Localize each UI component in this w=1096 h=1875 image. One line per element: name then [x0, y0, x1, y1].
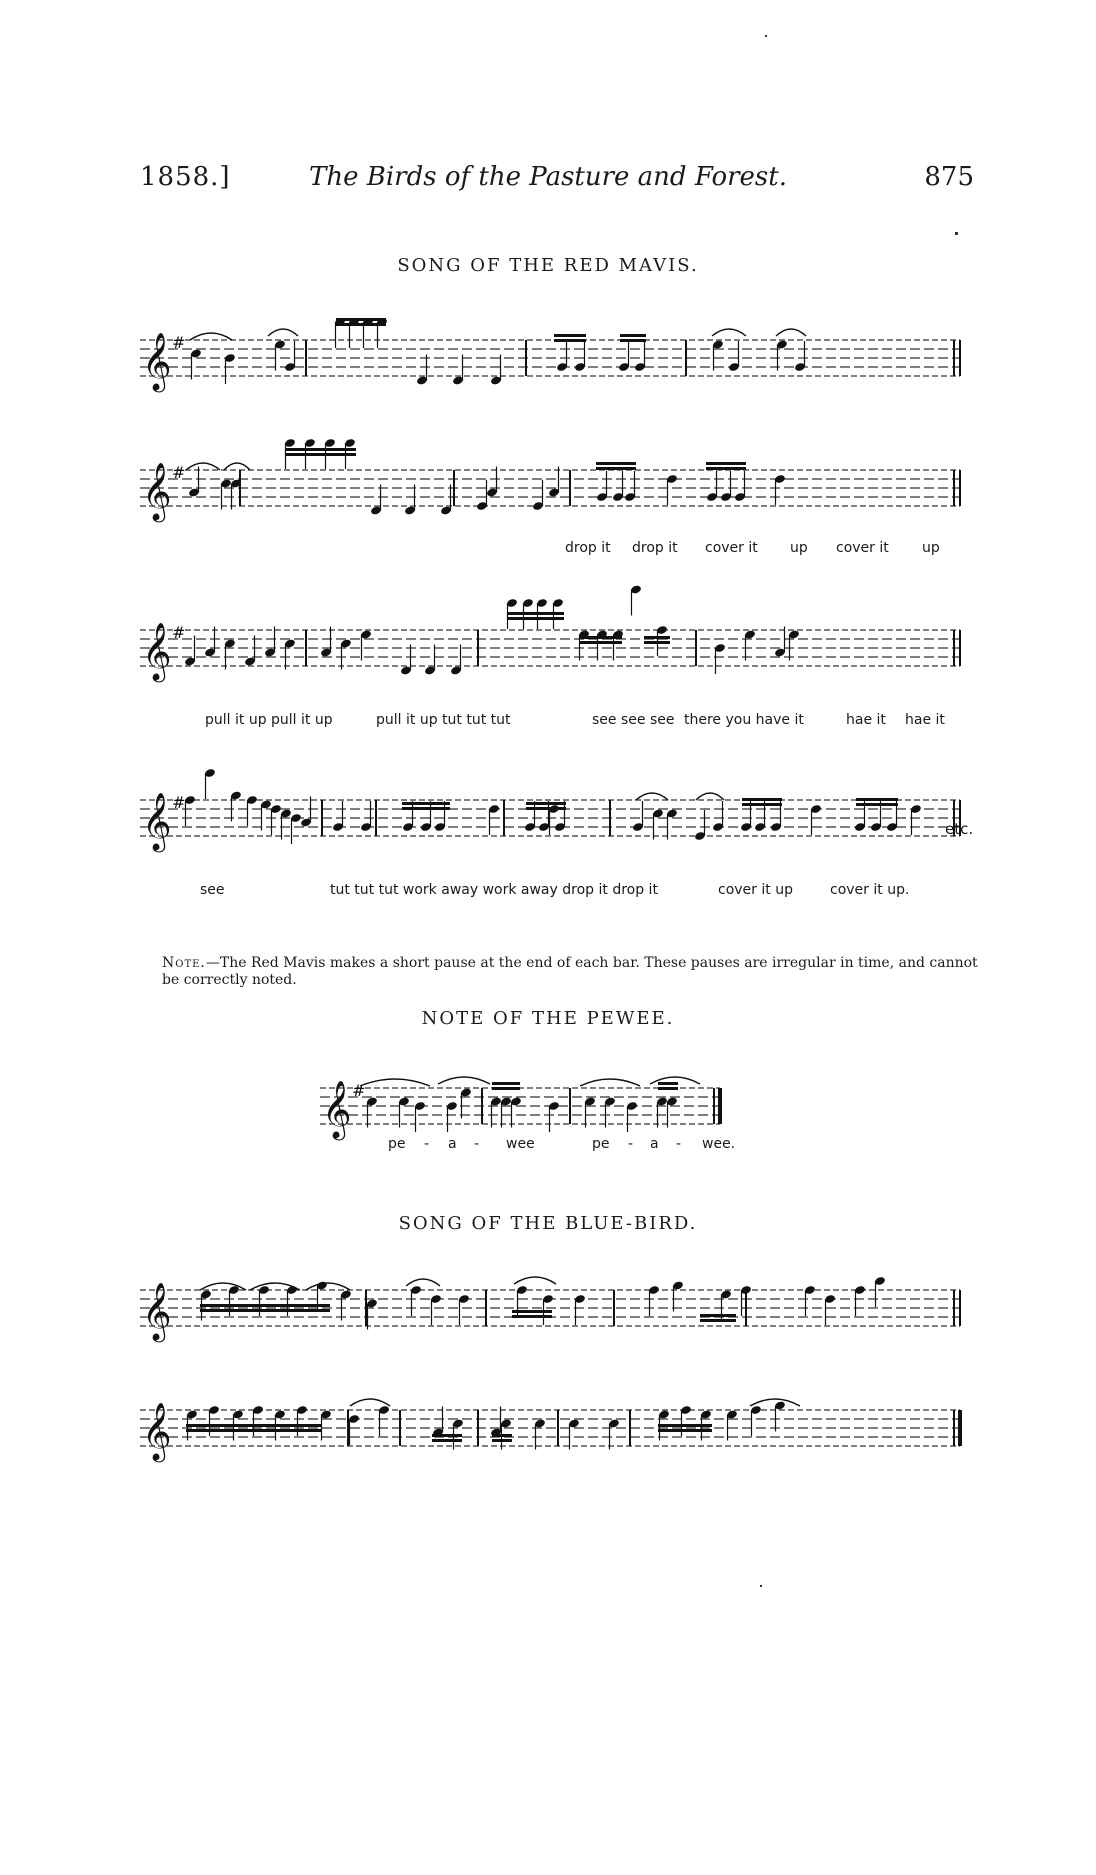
- lyric: tut tut tut work away work away drop it drop it: [330, 882, 658, 898]
- note-beam: [512, 1315, 552, 1318]
- sharp-icon: #: [172, 463, 186, 482]
- treble-clef-icon: 𝄞: [142, 792, 172, 850]
- note-beam: [432, 1434, 462, 1437]
- note-beam: [554, 334, 586, 337]
- treble-clef-icon: 𝄞: [142, 462, 172, 520]
- lyric: -: [676, 1136, 682, 1152]
- blue-bird-staff-2: [140, 1370, 980, 1470]
- note-beam: [432, 1439, 462, 1442]
- slur: [636, 793, 668, 800]
- lyric: cover it: [705, 540, 758, 556]
- pewee-staff: [320, 1048, 750, 1148]
- header-year: 1858.]: [140, 162, 231, 192]
- note-beam: [286, 448, 356, 451]
- blue-bird-staff-1: [140, 1250, 980, 1350]
- lyric: cover it up.: [830, 882, 910, 898]
- note-beam: [508, 617, 564, 620]
- sharp-icon: #: [172, 623, 186, 642]
- note-beam: [620, 334, 646, 337]
- note-beam: [402, 807, 450, 810]
- lyric: up: [790, 540, 808, 556]
- lyric: see see see: [592, 712, 675, 728]
- treble-clef-icon: 𝄞: [142, 1402, 172, 1460]
- lyric: pe: [388, 1136, 406, 1152]
- red-mavis-staff-1: [140, 300, 980, 420]
- etc-label: etc.: [945, 820, 974, 838]
- scan-speck: [760, 1585, 762, 1587]
- note-beam: [200, 1304, 330, 1307]
- note-beam: [700, 1314, 736, 1317]
- note-beam: [580, 641, 622, 644]
- lyric: see: [200, 882, 225, 898]
- sharp-icon: #: [172, 793, 186, 812]
- note-beam: [526, 802, 566, 805]
- slur: [224, 463, 250, 470]
- lyric: cover it up: [718, 882, 793, 898]
- footnote-text: —The Red Mavis makes a short pause at the end of each bar. These pauses are irregular in time, and cannot be correctly noted.: [162, 955, 978, 988]
- lyric: -: [628, 1136, 634, 1152]
- scan-speck: [765, 35, 767, 37]
- note-beam: [658, 1087, 678, 1090]
- slur: [580, 1079, 640, 1086]
- slur: [190, 333, 232, 340]
- note-beam: [700, 1319, 736, 1322]
- lyric: pull it up pull it up: [205, 712, 333, 728]
- note-beam: [856, 803, 898, 806]
- note-beam: [526, 807, 566, 810]
- pewee-title: NOTE OF THE PEWEE.: [421, 1008, 675, 1029]
- lyric: up: [922, 540, 940, 556]
- slur: [350, 1399, 390, 1406]
- slur: [750, 1399, 800, 1406]
- treble-clef-icon: 𝄞: [322, 1080, 352, 1138]
- page-number: 875: [924, 162, 974, 192]
- red-mavis-staff-4: [140, 745, 980, 875]
- note-beam: [856, 798, 898, 801]
- slur: [186, 463, 220, 470]
- note-beam: [620, 339, 646, 342]
- sharp-icon: #: [352, 1081, 366, 1100]
- slur: [776, 329, 806, 336]
- note-beam: [742, 803, 782, 806]
- slur: [712, 329, 746, 336]
- treble-clef-icon: 𝄞: [142, 332, 172, 390]
- note-beam: [492, 1082, 520, 1085]
- note-beam: [742, 798, 782, 801]
- note-beam: [492, 1434, 512, 1437]
- note-beam: [508, 612, 564, 615]
- lyric: drop it: [565, 540, 611, 556]
- lyric: a: [650, 1136, 659, 1152]
- lyric: wee.: [702, 1136, 736, 1152]
- note-beam: [402, 802, 450, 805]
- lyric: hae it: [846, 712, 886, 728]
- lyric: hae it: [905, 712, 945, 728]
- scan-speck: [955, 232, 958, 235]
- note-beam: [336, 318, 386, 321]
- slur: [200, 1283, 246, 1290]
- lyric: cover it: [836, 540, 889, 556]
- note-beam: [658, 1424, 712, 1427]
- running-title: The Birds of the Pasture and Forest.: [309, 162, 787, 192]
- red-mavis-staff-3: [140, 580, 980, 710]
- note-beam: [186, 1429, 322, 1432]
- note-beam: [644, 636, 670, 639]
- note-beam: [706, 467, 746, 470]
- note-beam: [596, 462, 636, 465]
- slur: [696, 793, 724, 800]
- slur: [406, 1279, 440, 1286]
- note-beam: [658, 1082, 678, 1085]
- note-beam: [554, 339, 586, 342]
- slur: [268, 329, 298, 336]
- note-beam: [200, 1309, 330, 1312]
- lyric: there you have it: [684, 712, 804, 728]
- lyric: pe: [592, 1136, 610, 1152]
- lyric: -: [474, 1136, 480, 1152]
- red-mavis-title: SONG OF THE RED MAVIS.: [397, 255, 699, 276]
- lyric: wee: [506, 1136, 535, 1152]
- footnote: [162, 955, 982, 989]
- note-beam: [286, 453, 356, 456]
- lyric: pull it up tut tut tut: [376, 712, 511, 728]
- slur: [360, 1079, 430, 1086]
- footnote-label: Note.: [162, 955, 206, 971]
- blue-bird-title: SONG OF THE BLUE-BIRD.: [398, 1213, 698, 1234]
- slur: [306, 1283, 350, 1290]
- slur: [438, 1077, 490, 1084]
- sharp-icon: #: [172, 333, 186, 352]
- note-beam: [658, 1429, 712, 1432]
- lyric: drop it: [632, 540, 678, 556]
- note-beam: [186, 1424, 322, 1427]
- note-beam: [512, 1310, 552, 1313]
- lyric: a: [448, 1136, 457, 1152]
- note-beam: [580, 636, 622, 639]
- note-beam: [596, 467, 636, 470]
- note-beam: [336, 323, 386, 326]
- note-beam: [492, 1439, 512, 1442]
- note-beam: [706, 462, 746, 465]
- treble-clef-icon: 𝄞: [142, 622, 172, 680]
- lyric: -: [424, 1136, 430, 1152]
- note-beam: [644, 641, 670, 644]
- slur: [514, 1277, 556, 1284]
- red-mavis-staff-2: [140, 430, 980, 550]
- note-beam: [492, 1087, 520, 1090]
- treble-clef-icon: 𝄞: [142, 1282, 172, 1340]
